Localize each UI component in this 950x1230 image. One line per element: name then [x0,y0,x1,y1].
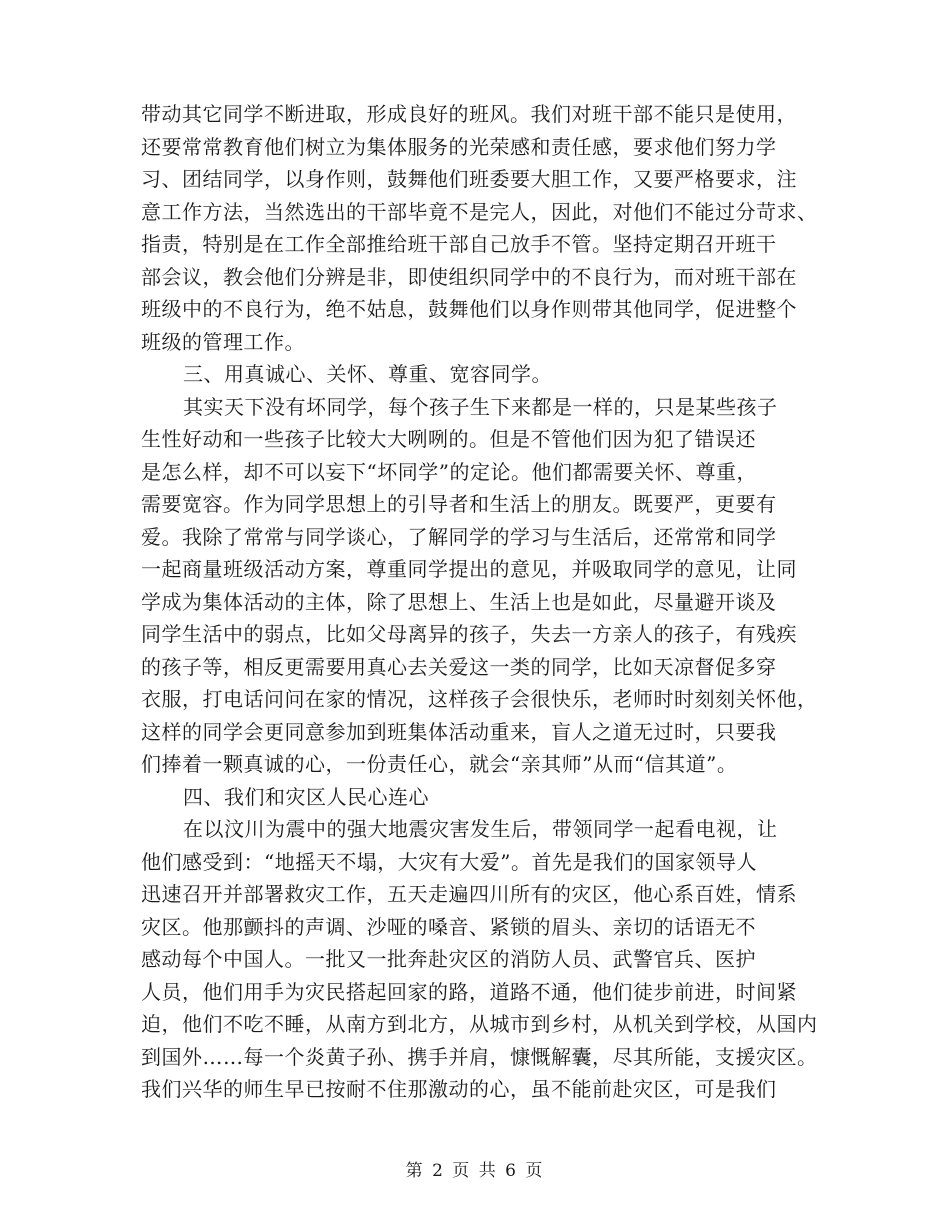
text-line: 们捧着一颗真诚的心，一份责任心，就会“亲其师”从而“信其道”。 [141,752,738,776]
text-line: 这样的同学会更同意参加到班集体活动重来，盲人之道无过时，只要我 [141,719,777,744]
text-line: 班级中的不良行为，绝不姑息，鼓舞他们以身作则带其他同学，促进整个 [141,297,797,321]
text-line: 迅速召开并部署救灾工作，五天走遍四川所有的灾区，他心系百姓，情系 [141,882,797,906]
text-line: 到国外……每一个炎黄子孙、携手并肩，慷慨解囊，尽其所能，支援灾区。 [141,1044,818,1069]
text-line: 同学生活中的弱点，比如父母离异的孩子，失去一方亲人的孩子，有残疾 [141,622,797,646]
text-line: 感动每个中国人。一批又一批奔赴灾区的消防人员、武警官兵、医护 [141,947,756,971]
text-line: 迫，他们不吃不睡，从南方到北方，从城市到乡村，从机关到学校，从国内 [141,1012,818,1036]
text-line: 的孩子等，相反更需要用真心去关爱这一类的同学，比如天凉督促多穿 [141,654,777,679]
text-line: 部会议，教会他们分辨是非，即使组织同学中的不良行为，而对班干部在 [141,264,797,289]
text-line: 四、我们和灾区人民心连心 [183,784,429,809]
text-line: 生性好动和一些孩子比较大大咧咧的。但是不管他们因为犯了错误还 [141,427,756,451]
text-line: 爱。我除了常常与同学谈心，了解同学的学习与生活后，还常常和同学 [141,524,777,549]
text-line: 其实天下没有坏同学，每个孩子生下来都是一样的，只是某些孩子 [183,394,778,419]
text-line: 是怎么样，却不可以妄下“坏同学”的定论。他们都需要关怀、尊重， [141,459,757,484]
document-body [141,98,821,1106]
text-line: 人员，他们用手为灾民搭起回家的路，道路不通，他们徒步前进，时间紧 [141,979,797,1004]
text-line: 需要宽容。作为同学思想上的引导者和生活上的朋友。既要严，更要有 [141,492,777,516]
text-line: 指责，特别是在工作全部推给班干部自己放手不管。坚持定期召开班干 [141,232,777,256]
text-line: 学成为集体活动的主体，除了思想上、生活上也是如此，尽量避开谈及 [141,589,777,614]
text-line: 还要常常教育他们树立为集体服务的光荣感和责任感，要求他们努力学 [141,134,777,159]
text-line: 一起商量班级活动方案，尊重同学提出的意见，并吸取同学的意见，让同 [141,557,797,581]
text-line: 班级的管理工作。 [141,329,305,354]
text-line: 他们感受到：“地摇天不塌，大灾有大爱”。首先是我们的国家领导人 [141,849,757,874]
text-line: 衣服，打电话问问在家的情况，这样孩子会很快乐，老师时时刻刻关怀他， [141,687,818,711]
text-line: 带动其它同学不断进取，形成良好的班风。我们对班干部不能只是使用， [141,102,797,126]
text-line: 习、团结同学，以身作则，鼓舞他们班委要大胆工作，又要严格要求，注 [141,167,797,191]
text-line: 我们兴华的师生早已按耐不住那激动的心，虽不能前赴灾区，可是我们 [141,1077,777,1101]
text-line: 三、用真诚心、关怀、尊重、宽容同学。 [183,362,552,386]
text-line: 意工作方法，当然选出的干部毕竟不是完人，因此，对他们不能过分苛求、 [141,199,818,224]
text-line: 在以汶川为震中的强大地震灾害发生后，带领同学一起看电视，让 [183,817,778,841]
text-line: 灾区。他那颤抖的声调、沙哑的嗓音、紧锁的眉头、亲切的话语无不 [141,914,756,939]
page-footer: 第 2 页 共 6 页 [405,1161,545,1181]
